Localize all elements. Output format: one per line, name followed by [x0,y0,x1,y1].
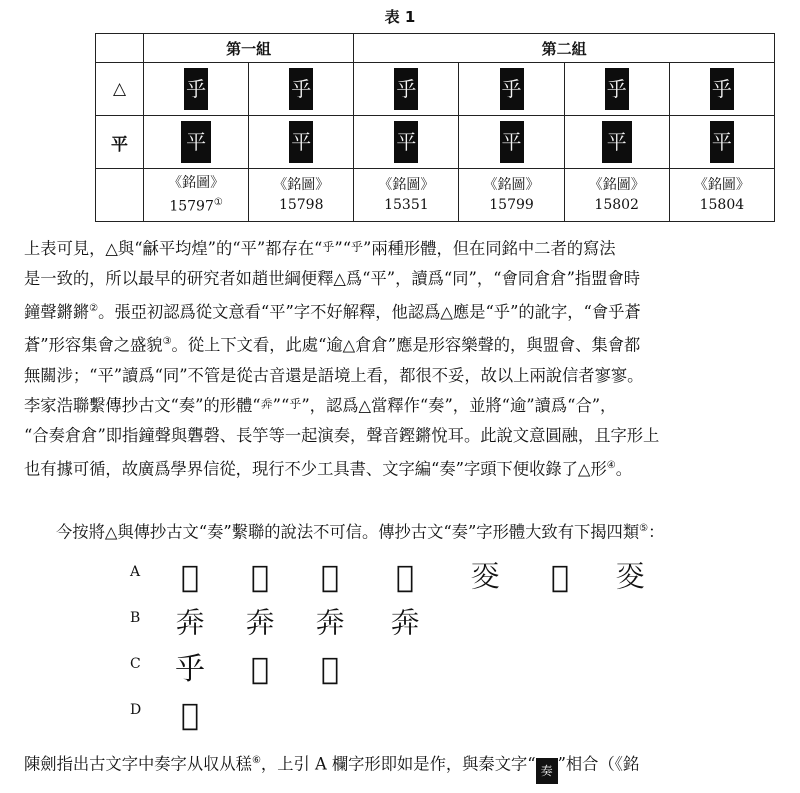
footnote-ref: ③ [162,336,172,348]
footnote-ref: ⑤ [639,523,649,534]
footnote-ref: ⑥ [251,755,261,766]
rubbing-image: 乎 [184,68,208,110]
rubbing-image: 乎 [289,68,313,110]
ancient-glyph: 𡗲 [180,560,199,595]
variant-row-c [130,650,730,696]
ancient-glyph: 𦬀 [180,698,199,733]
ancient-glyph: 𡗲 [320,560,339,595]
footnote-ref: ④ [606,459,616,471]
ancient-glyph: 𡚘 [550,560,569,595]
rubbing-image: 平 [602,121,632,163]
body-line: 是一致的，所以最早的研究者如趙世綱便釋△爲“平”，讀爲“同”，“會同倉倉”指盟會時 [24,269,641,288]
ancient-glyph: 𢍃 [315,606,345,641]
ancient-glyph: 𡗲 [320,652,339,687]
variant-row-a [130,558,730,604]
variant-list [130,558,730,742]
ancient-glyph: 𡕢 [615,560,645,595]
qin-script-image: 奏 [536,758,558,784]
source-cell: 《銘圖》 15804 [669,169,774,222]
rubbing-image: 乎 [394,68,418,110]
row-label-ping: 平 [96,116,144,169]
rubbing-image: 乎 [605,68,629,110]
ancient-glyph: 𢍃 [175,606,205,641]
source-cell: 《銘圖》 15799 [459,169,564,222]
source-row-label [96,169,144,222]
body-line: 蒼”形容集會之盛貌③。從上下文看，此處“逾△倉倉”應是形容樂聲的，與盟會、集會都 [24,335,641,355]
ancient-glyph: 乎 [175,652,205,687]
paragraph-1 [24,234,778,484]
source-cell: 《銘圖》 15802 [564,169,669,222]
rubbing-image: 平 [394,121,418,163]
row-label: A [130,564,141,580]
ancient-glyph: 𢍃 [390,606,420,641]
body-line: 李家浩聯繫傳抄古文“奏”的形體“𢍃”“乎”，認爲△當釋作“奏”，並將“逾”讀爲“合”， [24,395,617,415]
rubbing-image: 平 [181,121,211,163]
ancient-glyph: 𢍃 [245,606,275,641]
source-cell: 《銘圖》 15798 [249,169,354,222]
group2-header: 第二組 [354,34,775,63]
variant-glyph: 乎 [322,240,335,254]
source-cell: 《銘圖》 15351 [354,169,459,222]
rubbing-image: 乎 [500,68,524,110]
paragraph-2 [24,514,778,547]
row-label-triangle: △ [96,63,144,116]
ancient-glyph: 𡗲 [250,652,269,687]
body-line: 也有據可循，故廣爲學界信從，現行不少工具書、文字編“奏”字頭下便收錄了△形④。 [24,459,633,479]
variant-glyph: 𢍃 [260,396,273,411]
variant-row-b [130,604,730,650]
rubbing-image: 平 [710,121,734,163]
body-line: 上表可見，△與“龢平均煌”的“平”都存在“乎”“乎”兩種形體，但在同銘中二者的寫法 [24,239,616,258]
ancient-glyph: 𡕢 [470,560,500,595]
table-corner [96,34,144,63]
comparison-table [95,33,775,222]
rubbing-image: 平 [289,121,313,163]
variant-glyph: 乎 [289,396,302,411]
ancient-glyph: 𡗲 [250,560,269,595]
variant-glyph: 乎 [351,240,364,254]
row-label: C [130,656,141,672]
body-line: 鐘聲鏘鏘②。張亞初認爲從文意看“平”字不好解釋，他認爲△應是“乎”的訛字，“會乎蒼 [24,302,641,322]
row-label: B [130,610,141,626]
paragraph-3: 陳劍指出古文字中奏字从収从䅵⑥，上引 A 欄字形即如是作，與秦文字“ 奏 ”相合（《銘 [24,746,784,784]
rubbing-image: 平 [500,121,524,163]
body-line: “合奏倉倉”即指鐘聲與礱磬、長竽等一起演奏，聲音鏗鏘悅耳。此說文意圓融，且字形上 [24,425,660,445]
body-line: 今按將△與傳抄古文“奏”繫聯的說法不可信。傳抄古文“奏”字形體大致有下揭四類⑤： [56,522,665,542]
row-label: D [130,702,142,718]
group1-header: 第一組 [144,34,354,63]
body-line: 無關涉；“平”讀爲“同”不管是從古音還是語境上看，都很不妥，故以上兩說信者寥寥。 [24,365,644,385]
rubbing-image: 乎 [710,68,734,110]
variant-row-d [130,696,730,742]
ancient-glyph: 𡚘 [395,560,414,595]
table-caption: 表 1 [384,8,416,26]
footnote-ref: ② [89,303,99,314]
source-cell: 《銘圖》 15797① [144,169,249,222]
